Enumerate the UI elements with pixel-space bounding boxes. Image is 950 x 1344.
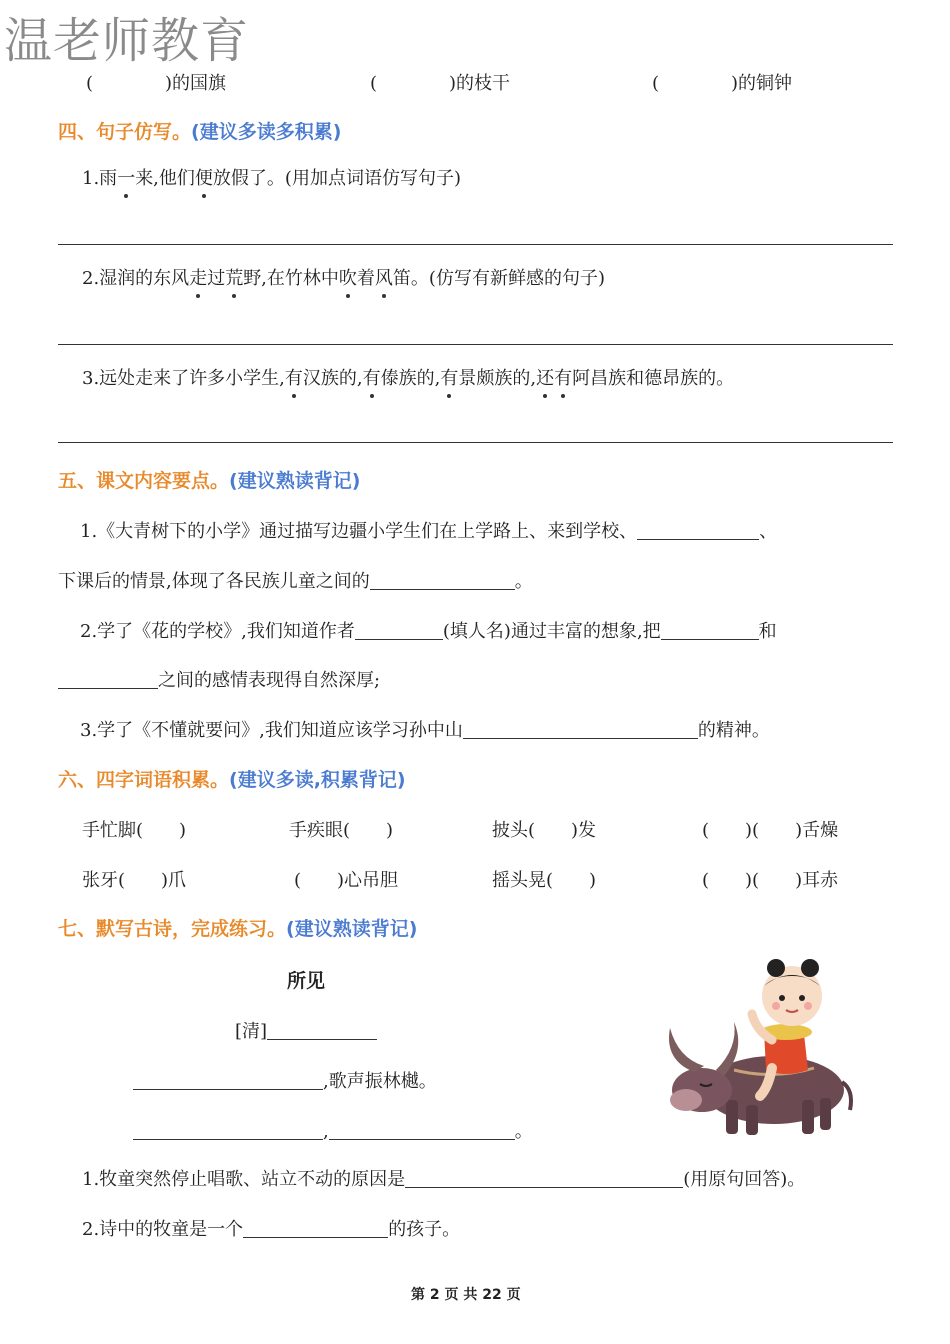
text: 着 — [356, 268, 375, 289]
dotted-char: 有 — [362, 368, 381, 389]
idiom-item[interactable]: 摇头晃( ) — [492, 870, 597, 891]
blank[interactable] — [637, 521, 759, 540]
blank[interactable] — [133, 1071, 323, 1090]
dotted-char: 荒 — [225, 268, 244, 289]
idiom-item[interactable]: 张牙( )爪 — [82, 870, 187, 891]
text: 傣族的, — [380, 368, 441, 389]
text: 笛。(仿写有新鲜感的句子) — [392, 268, 605, 289]
text: 下课后的情景,体现了各民族儿童之间的 — [58, 571, 370, 592]
text: (用原句回答)。 — [683, 1169, 806, 1190]
section-6-heading — [58, 767, 406, 793]
blank[interactable] — [58, 670, 158, 689]
idiom-item[interactable]: 披头( )发 — [492, 820, 597, 841]
content-q1-line1 — [80, 520, 777, 544]
text: 野,在竹林中 — [243, 268, 339, 289]
sentence-q1 — [82, 167, 461, 191]
dotted-char: 有 — [554, 368, 573, 389]
text: 2.湿润的东风 — [82, 268, 190, 289]
dotted-char: 吹 — [338, 268, 357, 289]
text: 和 — [758, 621, 777, 642]
sentence-q3 — [82, 367, 734, 391]
idiom-item[interactable]: ( )( )耳赤 — [702, 870, 839, 891]
dynasty: [清] — [235, 1021, 268, 1042]
answer-line-q3[interactable] — [58, 442, 893, 443]
text: 、 — [759, 521, 778, 542]
boy-riding-water-buffalo-icon — [664, 950, 864, 1140]
page-footer: 第 2 页 共 22 页 — [411, 1287, 521, 1303]
section-5-heading — [58, 468, 360, 494]
text: 阿昌族和德昂族的。 — [572, 368, 735, 389]
text: 来,他们 — [135, 168, 195, 189]
blank[interactable] — [463, 720, 698, 739]
text: 景颇族的, — [458, 368, 537, 389]
blank[interactable] — [355, 621, 443, 640]
idiom-item[interactable]: ( )( )舌燥 — [702, 820, 839, 841]
phrase-branches: ( )的枝干 — [370, 73, 511, 94]
section-4-heading — [58, 119, 341, 145]
content-q1-line2 — [58, 570, 533, 594]
content-q3 — [80, 719, 770, 743]
dotted-char: 走 — [189, 268, 208, 289]
section-7-title: 七、默写古诗，完成练习。 — [58, 918, 287, 940]
author-blank[interactable] — [267, 1021, 377, 1040]
text: 3.学了《不懂就要问》,我们知道应该学习孙中山 — [80, 720, 463, 741]
dotted-char: 还 — [536, 368, 555, 389]
text: 汉族的, — [302, 368, 363, 389]
watermark: 温老师教育 — [4, 13, 250, 69]
blank[interactable] — [133, 1121, 323, 1140]
phrase-bronze-bell: ( )的铜钟 — [652, 73, 793, 94]
answer-line-q2[interactable] — [58, 344, 893, 345]
text: (填人名)通过丰富的想象,把 — [442, 621, 661, 642]
section-5-hint: (建议熟读背记) — [229, 470, 361, 492]
section-5-title: 五、课文内容要点。 — [58, 470, 230, 492]
poem-line-2 — [133, 1120, 533, 1144]
idiom-item[interactable]: 手忙脚( ) — [82, 820, 187, 841]
text: 放假了。(用加点词语仿写句子) — [212, 168, 461, 189]
text: 1.牧童突然停止唱歌、站立不动的原因是 — [82, 1169, 406, 1190]
content-q2-line1 — [80, 620, 777, 644]
blank[interactable] — [405, 1169, 683, 1188]
text: 的孩子。 — [388, 1219, 461, 1240]
text: ,歌声振林樾。 — [323, 1071, 437, 1092]
blank[interactable] — [329, 1121, 515, 1140]
section-6-hint: (建议多读,积累背记) — [229, 769, 406, 791]
poem-line-1 — [133, 1070, 437, 1094]
text: 之间的感情表现得自然深厚; — [158, 670, 381, 691]
section-4-title: 四、句子仿写。 — [58, 121, 192, 143]
idiom-item[interactable]: 手疾眼( ) — [289, 820, 394, 841]
text: 1.《大青树下的小学》通过描写边疆小学生们在上学路上、来到学校、 — [80, 521, 638, 542]
poem-q1 — [82, 1168, 805, 1192]
dotted-char: 便 — [194, 168, 213, 189]
dotted-char: 有 — [284, 368, 303, 389]
dotted-char: 一 — [117, 168, 136, 189]
idiom-item[interactable]: ( )心吊胆 — [294, 870, 399, 891]
content-q2-line2 — [58, 669, 380, 693]
sentence-q2 — [82, 267, 605, 291]
text: 。 — [514, 571, 533, 592]
text: 3.远处走来了许多小学生, — [82, 368, 285, 389]
section-7-hint: (建议熟读背记) — [286, 918, 418, 940]
blank[interactable] — [370, 571, 515, 590]
blank[interactable] — [661, 621, 759, 640]
poem-author — [235, 1020, 377, 1044]
phrase-national-flag: ( )的国旗 — [86, 73, 227, 94]
text: 。 — [514, 1121, 533, 1142]
poem-q2 — [82, 1218, 460, 1242]
text: 1.雨 — [82, 168, 118, 189]
text: 2.学了《花的学校》,我们知道作者 — [80, 621, 355, 642]
text: 过 — [207, 268, 226, 289]
dotted-char: 风 — [374, 268, 393, 289]
text: 的精神。 — [697, 720, 770, 741]
dotted-char: 有 — [440, 368, 459, 389]
answer-line-q1[interactable] — [58, 244, 893, 245]
text: 2.诗中的牧童是一个 — [82, 1219, 244, 1240]
section-6-title: 六、四字词语积累。 — [58, 769, 230, 791]
poem-title: 所见 — [287, 970, 326, 992]
blank[interactable] — [243, 1219, 388, 1238]
section-7-heading — [58, 916, 417, 942]
section-4-hint: (建议多读多积累) — [191, 121, 342, 143]
text: , — [323, 1121, 329, 1142]
